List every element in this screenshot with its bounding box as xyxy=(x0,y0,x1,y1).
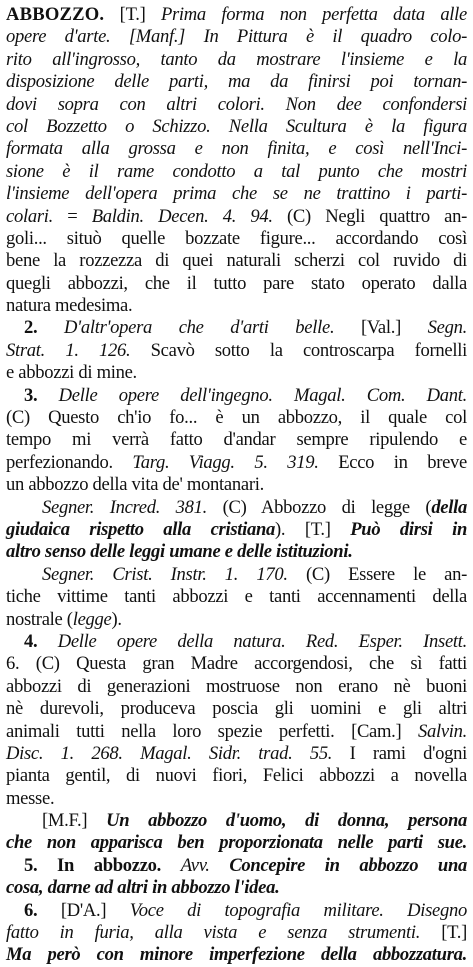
sense-term: In abbozzo. xyxy=(57,854,162,876)
quote-text: giudaica rispetto alla cristiana xyxy=(6,518,276,540)
quote-line xyxy=(6,362,467,384)
definition-text: rito all'ingrosso, tanto da mostrare l'insieme e la xyxy=(6,48,467,70)
quote-text: nè durevoli, produceva poscia gli uomini e gli altri xyxy=(6,698,467,720)
quote-text: I rami d'ogni xyxy=(349,742,467,764)
citation: Salvin. xyxy=(417,720,467,742)
quote-text: goli... situò quelle bozzate figure... accordando così xyxy=(6,227,467,249)
citation: Segner. Incred. 381. xyxy=(42,496,207,518)
abbr-tag: (C) xyxy=(35,653,60,675)
abbr-tag: (C) xyxy=(287,205,311,227)
abbr-tag: [T.] xyxy=(441,922,467,944)
sense-text: Ma però con minore imperfezione della abbozzatura. xyxy=(6,944,467,966)
quote-line xyxy=(6,653,467,675)
abbr-tag: [M.F.] xyxy=(42,810,88,832)
definition-text: Prima forma non perfetta data alle xyxy=(160,4,467,25)
quote-line xyxy=(6,586,467,608)
citation: Magal. Com. Dant. xyxy=(294,384,467,406)
quote-line xyxy=(6,541,467,563)
quote-text: legge xyxy=(72,608,112,630)
sense-line xyxy=(6,631,467,653)
sense-line xyxy=(6,944,467,966)
quote-text: tiche vittime tanti abbozzi e tanti accennamenti della xyxy=(6,586,467,608)
quote-text: natura medesima. xyxy=(6,295,133,317)
quote-text: quegli abbozzi, che il tutto pare stato operato dalla xyxy=(6,272,467,294)
definition-line xyxy=(6,49,467,71)
quote-line xyxy=(6,698,467,720)
quote-line xyxy=(6,765,467,787)
quote-line xyxy=(6,452,467,474)
citation: Baldin. xyxy=(91,205,144,227)
definition-line xyxy=(6,161,467,183)
sense-line xyxy=(6,810,467,832)
sense-text: cosa, darne ad altri in abbozzo l'idea. xyxy=(6,877,280,899)
citation: Strat. 1. 126. xyxy=(6,339,131,361)
sense-text: Delle opere della natura. xyxy=(57,630,286,652)
quote-line xyxy=(6,721,467,743)
sense-line xyxy=(6,900,467,922)
quote-line xyxy=(6,788,467,810)
citation: Segner. Crist. Instr. 1. 170. xyxy=(42,563,288,585)
sense-text: che non apparisca ben proporzionata nelle parti sue. xyxy=(6,832,467,854)
quote-line xyxy=(6,407,467,429)
sense-line xyxy=(6,317,467,339)
definition-text: disposizione delle parti, ma da finirsi poi tornan- xyxy=(6,71,467,93)
sense-text: Voce di topografia militare. Disegno xyxy=(129,899,467,921)
abbr-tag: (C) xyxy=(305,563,330,585)
citation: Segn. xyxy=(427,317,467,339)
quote-text: tempo mi verrà fatto d'andar sempre ripulendo e xyxy=(6,429,467,451)
definition-text: dovi sopra con altri colori. Non dee confondersi xyxy=(6,93,467,115)
quote-text: abbozzi di generazioni mostruose non erano nè buoni xyxy=(6,675,467,697)
quote-text: della xyxy=(431,496,467,518)
definition-line xyxy=(6,138,467,160)
quote-line xyxy=(6,295,467,317)
quote-text: Può dirsi in xyxy=(350,518,467,540)
sense-number: 2. xyxy=(24,317,38,339)
abbr-tag: [Val.] xyxy=(360,317,401,339)
quote-line xyxy=(6,429,467,451)
entry-line xyxy=(6,4,467,26)
sense-text: Delle opere dell'ingegno. xyxy=(58,384,273,406)
quote-text: Questa gran Madre accorgendosi, che sì fatti xyxy=(76,653,468,675)
quote-text: Negli quattro an- xyxy=(325,205,467,227)
quote-line xyxy=(6,474,467,496)
sense-number: 3. xyxy=(24,384,38,406)
definition-line xyxy=(6,71,467,93)
quote-line xyxy=(6,743,467,765)
quote-text: Essere le an- xyxy=(348,563,467,585)
definition-line xyxy=(6,116,467,138)
sense-line xyxy=(6,855,467,877)
quote-text: Questo ch'io fo... è un abbozzo, il quale col xyxy=(48,407,467,429)
quote-text: e abbozzi di mine. xyxy=(6,362,137,384)
sense-line xyxy=(6,877,467,899)
sense-text: D'altr'opera che d'arti belle. xyxy=(64,317,335,339)
abbr-tag: (C) xyxy=(6,407,30,429)
quote-text: un abbozzo della vita de' montanari. xyxy=(6,474,264,496)
definition-text: colari. xyxy=(6,205,53,227)
abbr-tag: [D'A.] xyxy=(60,899,107,921)
definition-text: col Bozzetto o Schizzo. Nella Scultura è la figura xyxy=(6,115,467,137)
abbr-tag: [T.] xyxy=(304,518,331,540)
definition-line xyxy=(6,183,467,205)
quote-text: altro senso delle leggi umane e delle istituzioni. xyxy=(6,541,353,563)
citation: Disc. 1. 268. xyxy=(6,742,123,764)
abbr-tag: [T.] xyxy=(119,4,146,25)
quote-text: ). xyxy=(111,608,122,630)
sense-number: 6. xyxy=(24,899,38,921)
sense-line xyxy=(6,832,467,854)
quote-text: animali tutti nella loro spezie perfetti. xyxy=(6,720,335,742)
citation: Red. Esper. Insett. xyxy=(305,630,467,652)
definition-text: opere d'arte. [Manf.] In Pittura è il quadro colo- xyxy=(6,26,467,48)
quote-text: nostrale ( xyxy=(6,608,73,630)
definition-text: sione è il rame condotto a tal punto che mostri xyxy=(6,160,467,182)
quote-line xyxy=(6,564,467,586)
sense-text: Un abbozzo d'uomo, di donna, persona xyxy=(106,810,467,832)
quote-line xyxy=(6,609,467,631)
definition-line xyxy=(6,94,467,116)
definition-text: formata alla grossa e non finita, e così nell'Inci- xyxy=(6,138,467,160)
quote-text: Scavò sotto la controscarpa fornelli xyxy=(150,339,467,361)
abbr-tag: (C) xyxy=(222,496,247,518)
sense-number: 5. xyxy=(24,854,38,876)
sense-text: Avv. xyxy=(180,854,210,876)
quote-text: bene la rozzezza di quei naturali scherzi col ruvido di xyxy=(6,250,467,272)
quote-line xyxy=(6,497,467,519)
headword: ABBOZZO. xyxy=(6,4,105,25)
quote-text: messe. xyxy=(6,787,55,809)
citation: Targ. Viagg. 5. 319. xyxy=(132,451,319,473)
citation: Decen. 4. 94. xyxy=(158,205,273,227)
sense-line xyxy=(6,385,467,407)
sense-line xyxy=(6,922,467,944)
quote-line xyxy=(6,519,467,541)
quote-text: 6. xyxy=(6,653,20,675)
quote-line xyxy=(6,273,467,295)
sense-text: fatto in furia, alla vista e senza strumenti. xyxy=(6,922,421,944)
quote-line xyxy=(6,250,467,272)
quote-line xyxy=(6,676,467,698)
quote-text: perfezionando. xyxy=(6,451,113,473)
quote-text: pianta gentil, di nuovi fiori, Felici abbozzi a novella xyxy=(6,765,467,787)
abbr-tag: [Cam.] xyxy=(351,720,402,742)
sense-number: 4. xyxy=(24,630,38,652)
quote-text: ). xyxy=(275,518,305,540)
quote-text: Abbozzo di legge ( xyxy=(261,496,432,518)
citation: Magal. Sidr. trad. 55. xyxy=(140,742,333,764)
quote-text: Ecco in breve xyxy=(338,451,467,473)
quote-line xyxy=(6,228,467,250)
definition-line: colari. = Baldin. Decen. 4. 94. (C) Negli quattro an- xyxy=(6,205,467,227)
quote-line xyxy=(6,340,467,362)
definition-line xyxy=(6,26,467,48)
sense-text: Concepire in abbozzo una xyxy=(229,854,467,876)
definition-text: l'insieme dell'opera prima che se ne trattino i parti- xyxy=(6,183,467,205)
